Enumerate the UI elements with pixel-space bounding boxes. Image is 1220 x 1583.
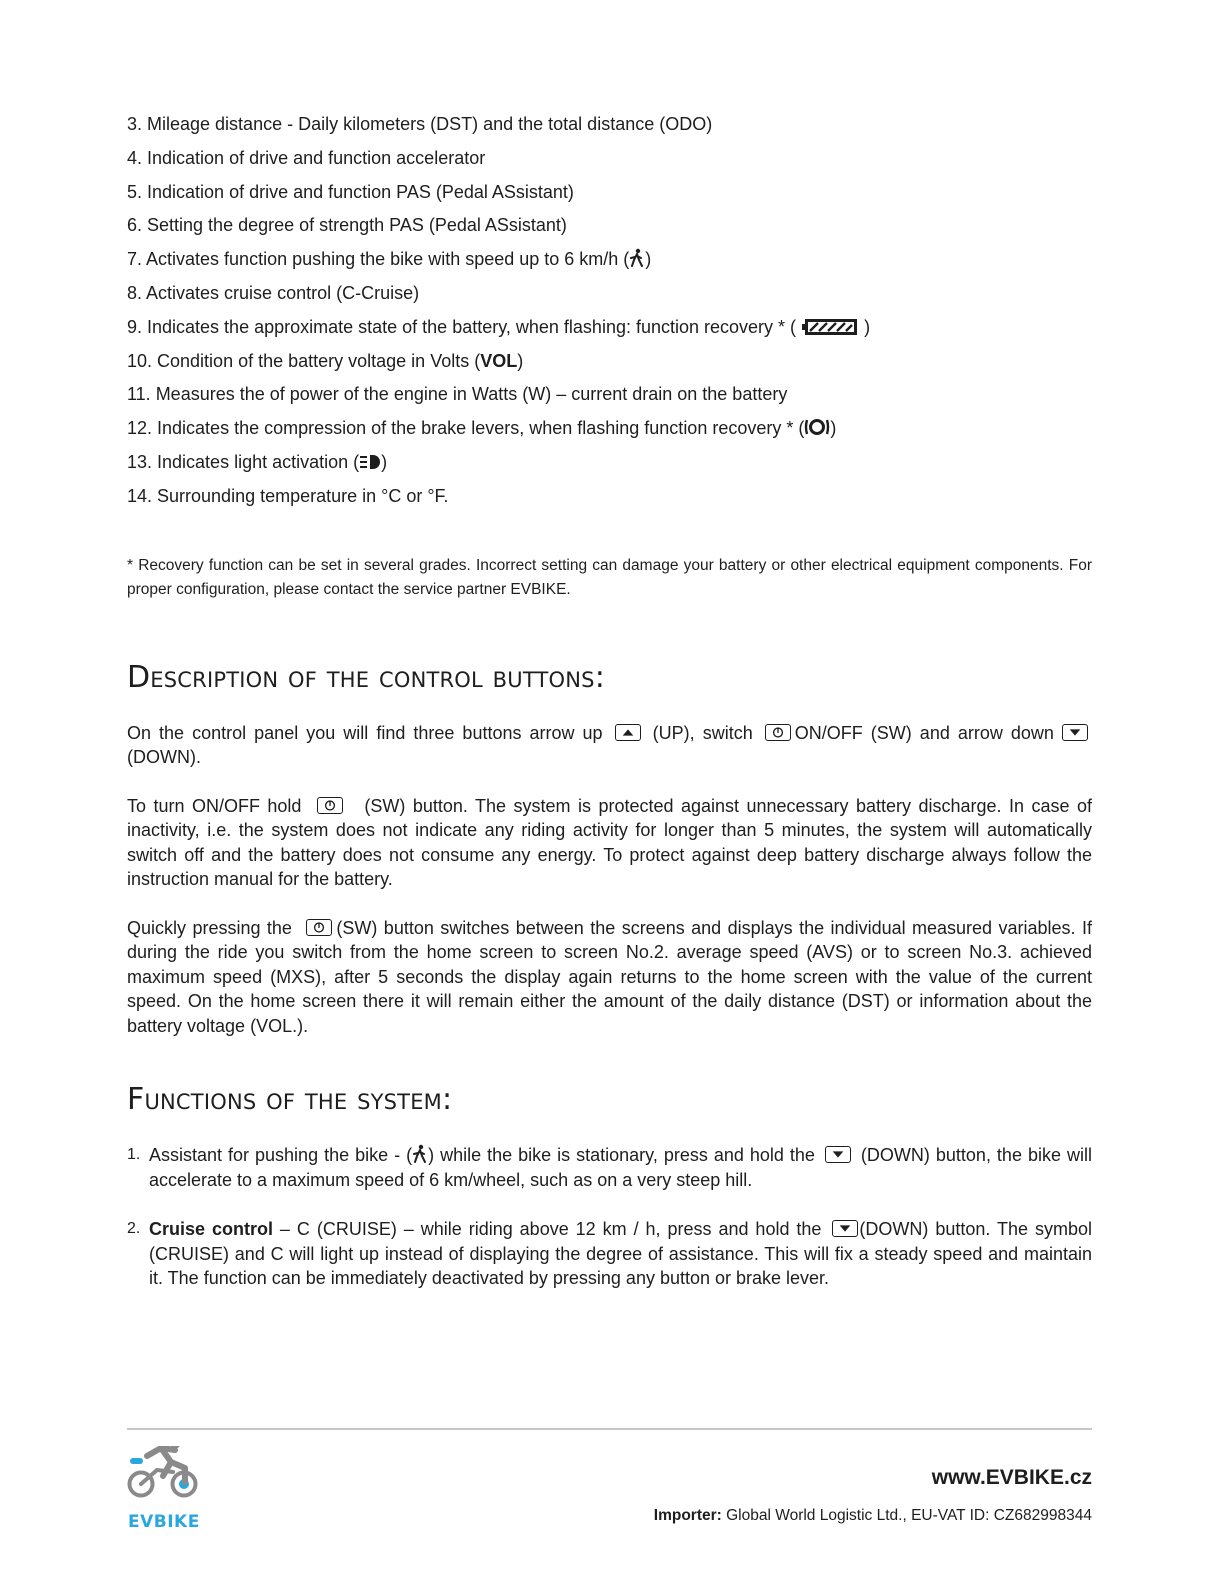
headlight-icon xyxy=(359,453,381,471)
function-item-2 xyxy=(127,1217,1092,1291)
brake-icon xyxy=(804,417,830,437)
function-item-1 xyxy=(127,1143,1092,1192)
feature-item-13 xyxy=(127,446,1092,480)
feature-item-7-text: 7. Activates function pushing the bike with speed up to 6 km/h ( xyxy=(127,249,630,270)
control-paragraph-2 xyxy=(127,794,1092,892)
feature-item-5: 5. Indication of drive and function PAS (Pedal ASsistant) xyxy=(127,181,574,202)
feature-item-9-close: ) xyxy=(864,316,871,337)
footer-importer-value: Global World Logistic Ltd., EU-VAT ID: CZ682998344 xyxy=(726,1507,1092,1524)
feature-item-10-text: 10. Condition of the battery voltage in Volts ( xyxy=(127,350,481,371)
feature-item-3: 3. Mileage distance - Daily kilometers (DST) and the total distance (ODO) xyxy=(127,114,713,134)
feature-item-13-text: 13. Indicates light activation ( xyxy=(127,451,360,472)
footer-importer xyxy=(654,1507,1092,1525)
control-p1-text-b: (UP), switch xyxy=(652,722,753,743)
feature-item-8: 8. Activates cruise control (C-Cruise) xyxy=(127,282,420,303)
feature-item-13-close: ) xyxy=(381,451,388,472)
feature-item-14: 14. Surrounding temperature in °C or °F. xyxy=(127,485,449,506)
feature-item-11: 11. Measures the of power of the engine in Watts (W) – current drain on the battery xyxy=(127,384,788,405)
control-p1-text-c: ON/OFF (SW) and arrow down xyxy=(794,722,1054,743)
page-content xyxy=(127,108,1092,1291)
feature-item-12-close: ) xyxy=(830,418,837,439)
function-item-1-number: 1. xyxy=(127,1146,141,1164)
feature-item-7 xyxy=(127,243,1092,277)
function-item-2-number: 2. xyxy=(127,1220,141,1238)
footer-divider xyxy=(127,1428,1092,1430)
feature-item-10-close: ) xyxy=(517,350,524,371)
control-paragraph-1 xyxy=(127,721,1092,770)
battery-icon xyxy=(801,318,859,336)
feature-item-4: 4. Indication of drive and function accelerator xyxy=(127,147,486,168)
feature-item-12 xyxy=(127,412,1092,446)
arrow-up-button-icon xyxy=(615,724,641,741)
feature-item-10-bold: VOL xyxy=(480,350,518,371)
arrow-down-button-icon xyxy=(1062,724,1088,741)
power-button-icon xyxy=(317,797,343,814)
function-item-2-text-b: (DOWN) button. The symbol (CRUISE) and C will light up instead of displaying the degree of assistance. This will fix a steady speed and maintain it. The function can be immediately deactivated by pressing any button or brake lever. xyxy=(149,1219,1092,1289)
feature-list xyxy=(127,108,1092,514)
control-p2-text-a: To turn ON/OFF hold xyxy=(127,795,302,816)
feature-item-10 xyxy=(127,345,1092,379)
function-item-1-text-a: Assistant for pushing the bike - ( xyxy=(149,1145,413,1166)
control-p3-text-a: Quickly pressing the xyxy=(127,917,292,938)
function-item-2-title: Cruise control xyxy=(149,1219,273,1240)
footer-logo-text: EVBIKE xyxy=(128,1512,200,1532)
feature-item-7-close: ) xyxy=(645,249,652,270)
control-paragraph-3 xyxy=(127,916,1092,1039)
function-item-1-text-b: ) while the bike is stationary, press and hold the xyxy=(428,1145,815,1166)
arrow-down-button-icon xyxy=(825,1146,851,1163)
feature-item-6: 6. Setting the degree of strength PAS (Pedal ASsistant) xyxy=(127,215,567,236)
footer-website[interactable]: www.EVBIKE.cz xyxy=(931,1466,1092,1489)
control-p2-text-b: (SW) button. The system is protected against unnecessary battery discharge. In case of inactivity, i.e. the system does not indicate any riding activity for longer than 5 minutes, the system will automatically switch off and the battery does not consume any energy. To protect against deep battery discharge always follow the instruction manual for the battery. xyxy=(127,795,1092,890)
feature-item-9 xyxy=(127,311,1092,345)
walking-person-icon xyxy=(412,1144,428,1164)
control-p1-text-d: (DOWN). xyxy=(127,747,201,768)
functions-heading: Functions of the system: xyxy=(127,1082,453,1118)
power-button-icon xyxy=(306,919,332,936)
recovery-note: * Recovery function can be set in several grades. Incorrect setting can damage your battery or other electrical equipment components. For proper configuration, please contact the service partner EVBIKE. xyxy=(127,556,1092,598)
footer-importer-label: Importer: xyxy=(653,1507,722,1524)
arrow-down-button-icon xyxy=(832,1220,858,1237)
feature-item-9-text: 9. Indicates the approximate state of the battery, when flashing: function recovery * ( xyxy=(127,316,797,337)
function-item-1-text-c: (DOWN) button, the bike will accelerate to a maximum speed of 6 km/wheel, such as on a very steep hill. xyxy=(149,1145,1092,1190)
function-item-2-text-a: – C (CRUISE) – while riding above 12 km / h, press and hold the xyxy=(279,1219,822,1240)
functions-list xyxy=(127,1143,1092,1291)
control-p1-text-a: On the control panel you will find three buttons arrow up xyxy=(127,722,603,743)
control-p3-text-b: (SW) button switches between the screens and displays the individual measured variables. If during the ride you switch from the home screen to screen No.2. average speed (AVS) or to screen No.3. achieved maximum speed (MXS), after 5 seconds the display again returns to the home screen with the value of the current speed. On the home screen there it will remain either the amount of the daily distance (DST) or information about the battery voltage (VOL.). xyxy=(127,917,1092,1036)
feature-item-12-text: 12. Indicates the compression of the brake levers, when flashing function recovery * ( xyxy=(127,418,805,439)
power-button-icon xyxy=(765,724,791,741)
walking-person-icon xyxy=(629,248,645,268)
control-buttons-heading: Description of the control buttons: xyxy=(127,659,605,695)
